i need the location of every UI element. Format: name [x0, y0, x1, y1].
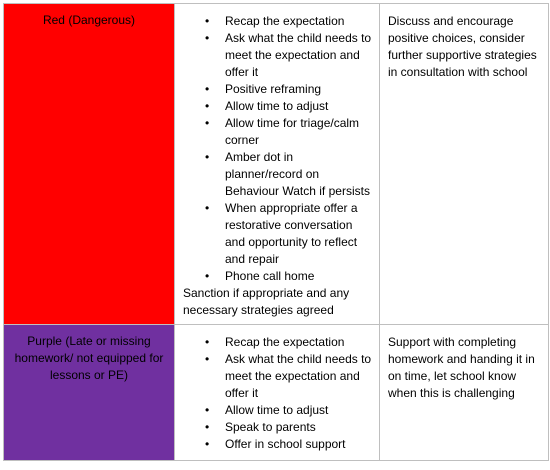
level-cell-purple	[4, 325, 175, 461]
strategy-text: Ask what the child needs to meet the expectation and offer it	[225, 352, 372, 400]
bullet-icon: •	[205, 150, 210, 164]
table-row-purple	[4, 325, 549, 461]
behaviour-strategy-table	[3, 3, 549, 461]
bullet-icon: •	[205, 201, 210, 215]
support-cell-red	[380, 4, 549, 325]
list-item	[205, 268, 373, 285]
bullet-icon: •	[205, 403, 210, 417]
list-item	[205, 402, 373, 419]
list-item	[205, 334, 373, 351]
strategies-cell-red	[175, 4, 380, 325]
bullet-icon: •	[205, 14, 210, 28]
list-item	[205, 81, 373, 98]
support-cell-purple	[380, 325, 549, 461]
list-item	[205, 98, 373, 115]
strategy-text: Recap the expectation	[225, 335, 345, 349]
list-item	[205, 200, 373, 268]
level-label-purple: Purple (Late or missing homework/ not equipped for lessons or PE)	[14, 334, 164, 382]
strategy-text: Recap the expectation	[225, 14, 345, 28]
level-cell-red	[4, 4, 175, 325]
strategy-text: Amber dot in planner/record on Behaviour Watch if persists	[225, 150, 370, 198]
bullet-icon: •	[205, 99, 210, 113]
level-label-red: Red (Dangerous)	[42, 13, 136, 27]
list-item	[205, 436, 373, 453]
strategies-cell-purple	[175, 325, 380, 461]
list-item	[205, 115, 373, 149]
support-text-red: Discuss and encourage positive choices, consider further supportive strategies in consultation with school	[388, 14, 537, 79]
sanction-note: Sanction if appropriate and any necessary strategies agreed	[183, 286, 350, 317]
bullet-icon: •	[205, 352, 210, 366]
strategy-text: Allow time for triage/calm corner	[225, 116, 360, 147]
bullet-icon: •	[205, 31, 210, 45]
bullet-icon: •	[205, 116, 210, 130]
strategy-list-red	[175, 4, 379, 285]
strategy-text: Offer in school support	[225, 437, 346, 451]
table-row-red	[4, 4, 549, 325]
bullet-icon: •	[205, 437, 210, 451]
bullet-icon: •	[205, 335, 210, 349]
strategy-text: Positive reframing	[225, 82, 322, 96]
strategy-text: Ask what the child needs to meet the expectation and offer it	[225, 31, 372, 79]
list-item	[205, 419, 373, 436]
strategy-text: Speak to parents	[225, 420, 316, 434]
list-item	[205, 149, 373, 200]
list-item	[205, 13, 373, 30]
bullet-icon: •	[205, 420, 210, 434]
strategy-text: Allow time to adjust	[225, 99, 329, 113]
list-item	[205, 30, 373, 81]
bullet-icon: •	[205, 82, 210, 96]
list-item	[205, 351, 373, 402]
strategy-text: Phone call home	[225, 269, 315, 283]
strategy-text: When appropriate offer a restorative conversation and opportunity to reflect and repair	[225, 201, 358, 266]
bullet-icon: •	[205, 269, 210, 283]
strategy-text: Allow time to adjust	[225, 403, 329, 417]
support-text-purple: Support with completing homework and handing it in on time, let school know when this is challenging	[388, 335, 535, 400]
strategy-list-purple	[175, 325, 379, 453]
